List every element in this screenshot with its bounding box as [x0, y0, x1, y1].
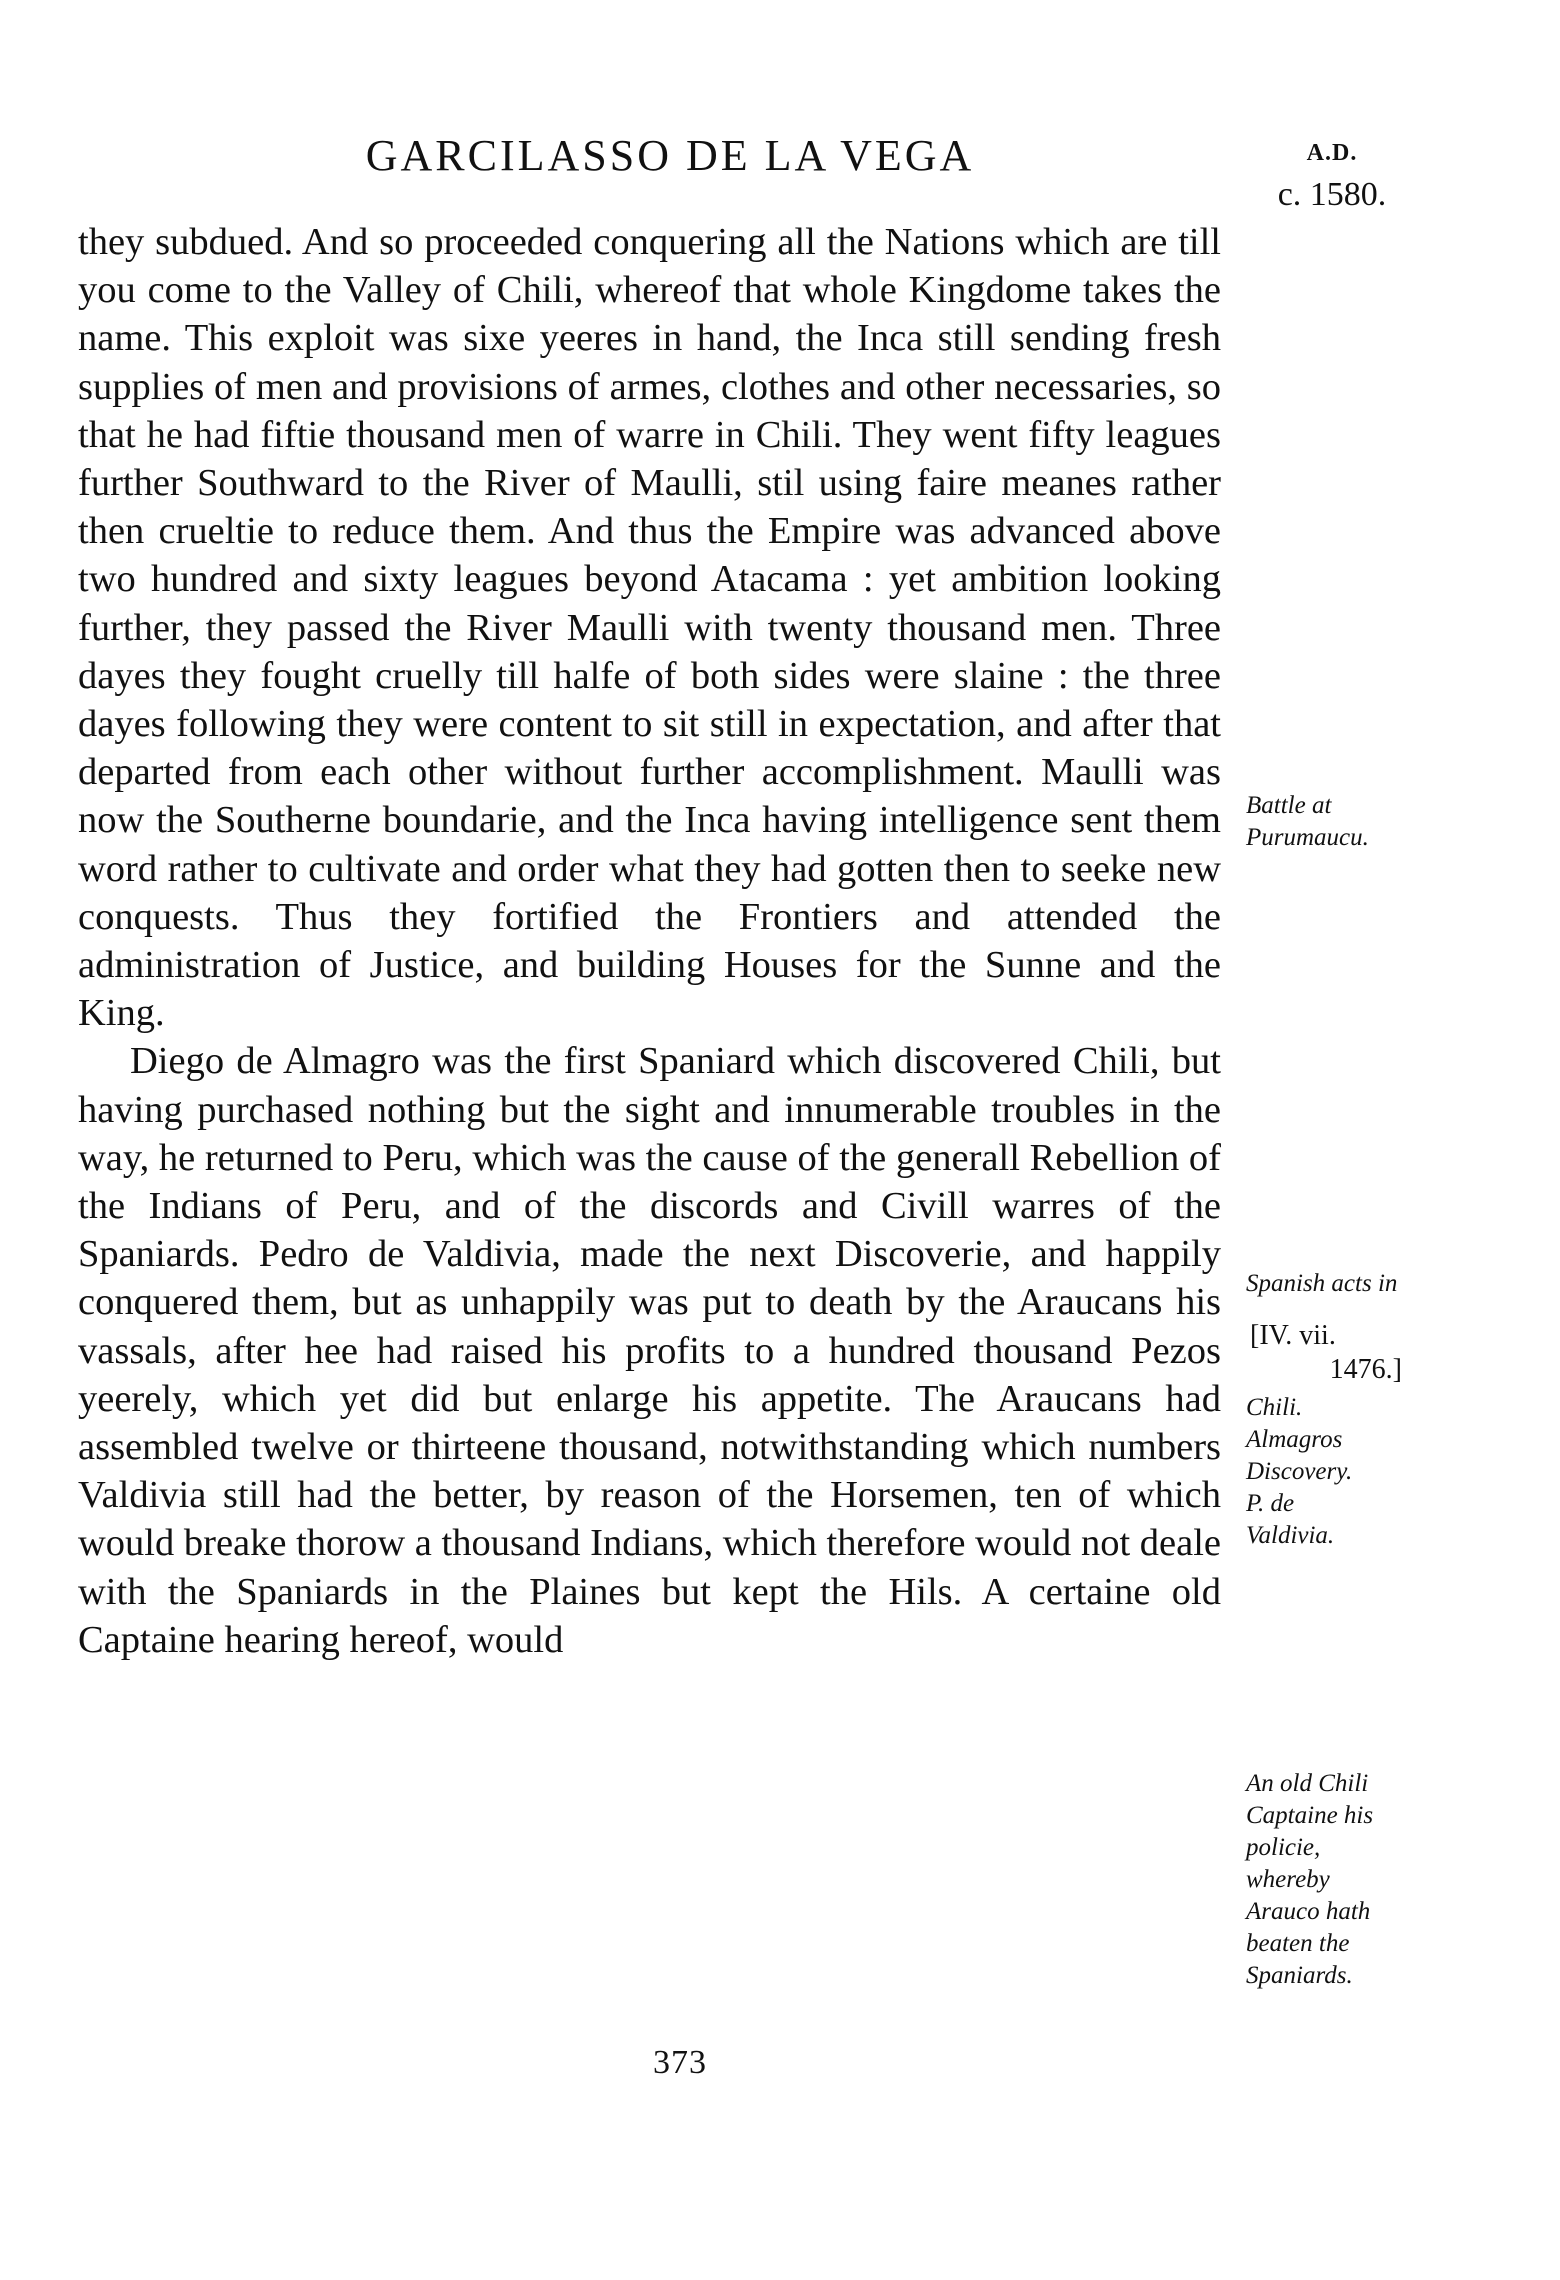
margin-note-spanish-acts: Spanish acts in — [1246, 1270, 1398, 1297]
paragraph-2: Diego de Almagro was the first Spaniard which discovered Chili, but having purchased nothing but the sight and innumerable troubles in the way, he returned to Peru, which was the cause of the generall Rebellion of the Indians of Peru, and of the discords and Civill warres of the Spaniards. Pedro de Valdivia, made the next Discoverie, and happily conquered them, but as unhappily was put to death by the Araucans his vassals, after hee had raised his profits to a hundred thousand Pezos yeerely, which yet did but enlarge his appetite. The Araucans had assembled twelve or thirteene thousand, notwithstanding which numbers Valdivia still had the better, by reason of the Horsemen, ten of which would breake thorow a thousand Indians, which therefore would not deale with the Spaniards in the Plaines but kept the Hils. A certaine old Captaine hearing hereof, would — [78, 1040, 1221, 1661]
margin-reference-page: 1476.] — [1329, 1354, 1402, 1385]
header-year: c. 1580. — [1277, 176, 1387, 213]
header-era: A.D. — [1306, 140, 1358, 166]
margin-reference-volume: [IV. vii. — [1250, 1320, 1336, 1351]
margin-note-battle: Battle at Purumaucu. — [1246, 792, 1369, 851]
main-text — [78, 218, 1221, 1664]
paragraph-1: they subdued. And so proceeded conquering all the Nations which are till you come to the Valley of Chili, whereof that whole Kingdome takes the name. This exploit was sixe yeeres in hand, the Inca still sending fresh supplies of men and provisions of armes, clothes and other necessaries, so that he had fiftie thousand men of warre in Chili. They went fifty leagues further Southward to the River of Maulli, stil using faire meanes rather then crueltie to reduce them. And thus the Empire was advanced above two hundred and sixty leagues beyond Atacama : yet ambition looking further, they passed the River Maulli with twenty thousand men. Three dayes they fought cruelly till halfe of both sides were slaine : the three dayes following they were content to sit still in expectation, and after that departed from each other without further accomplishment. Maulli was now the Southerne boundarie, and the Inca having intelligence sent them word rather to cultivate and order what they had gotten then to seeke new conquests. Thus they fortified the Frontiers and attended the administration of Justice, and building Houses for the Sunne and the King. — [78, 221, 1221, 1035]
running-head: GARCILASSO DE LA VEGA — [365, 131, 975, 180]
margin-note-old-captaine: An old Chili Captaine his policie, whereby Arauco hath beaten the Spaniards. — [1246, 1770, 1374, 1989]
margin-note-almagro-valdivia: Chili. Almagros Discovery. P. de Valdivia. — [1246, 1394, 1353, 1549]
page-number: 373 — [653, 2044, 707, 2081]
header-date — [1262, 132, 1402, 216]
margin-reference — [1250, 1319, 1420, 1387]
